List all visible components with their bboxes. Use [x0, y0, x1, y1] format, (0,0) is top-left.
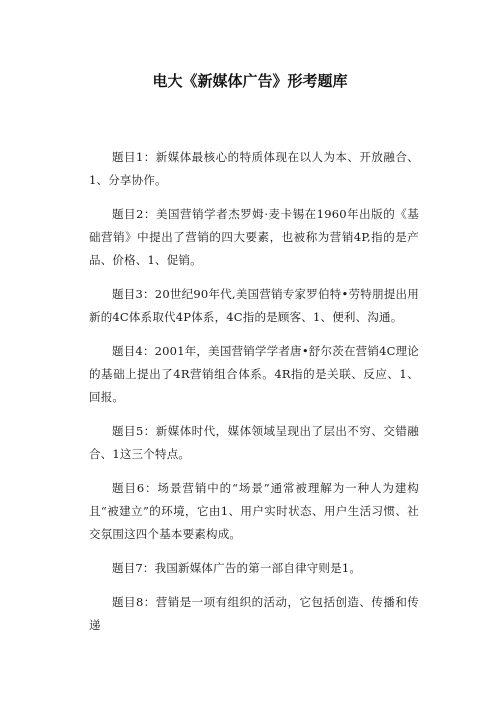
question-5: 题目5：新媒体时代，媒体领域呈现出了层出不穷、交错融合、1这三个特点。	[89, 424, 419, 461]
question-1: 题目1：新媒体最核心的特质体现在以人为本、开放融合、1、分享协作。	[89, 150, 419, 187]
question-8: 题目8：营销是一项有组织的活动，它包括创造、传播和传递	[89, 595, 419, 632]
question-list	[89, 146, 419, 648]
question-2: 题目2：美国营销学者杰罗姆·麦卡锡在1960年出版的《基础营销》中提出了营销的四大要素，也被称为营销4P,指的是产品、价格、1、促销。	[89, 207, 419, 267]
question-4: 题目4：2001年，美国营销学学者唐•舒尔茨在营销4C理论的基础上提出了4R营销组合体系。4R指的是关联、反应、1、回报。	[89, 344, 419, 404]
document-title: 电大《新媒体广告》形考题库	[152, 72, 348, 90]
question-3: 题目3：20世纪90年代,美国营销专家罗伯特•劳特朋提出用新的4C体系取代4P体系，4C指的是顾客、1、便利、沟通。	[89, 287, 419, 324]
question-7: 题目7：我国新媒体广告的第一部自律守则是1。	[112, 561, 362, 575]
question-6: 题目6：场景营销中的“场景”通常被理解为一种人为建构且“被建立”的环境，它由1、用户实时状态、用户生活习惯、社交氛围这四个基本要素构成。	[89, 481, 419, 541]
